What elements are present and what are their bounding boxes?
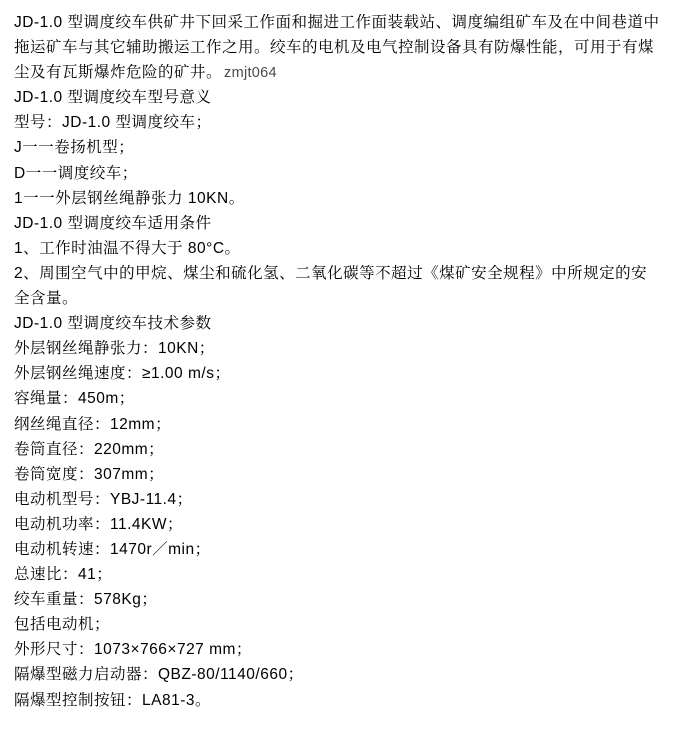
spec-line-rope-capacity: 容绳量：450m； xyxy=(14,390,135,408)
spec-line-control-button: 隔爆型控制按钮：LA81-3。 xyxy=(14,691,211,709)
section-heading-model-meaning: JD-1.0 型调度绞车型号意义 xyxy=(14,89,212,107)
spec-line-overall-dimensions: 外形尺寸：1073×766×727 mm； xyxy=(14,641,252,659)
spec-line-including-motor: 包括电动机； xyxy=(14,616,111,634)
spec-line-rope-static-tension: 外层钢丝绳静张力：10KN； xyxy=(14,340,215,358)
spec-line-drum-diameter: 卷筒直径：220mm； xyxy=(14,440,165,458)
spec-line-winch-weight: 绞车重量：578Kg； xyxy=(14,591,158,609)
section-heading-applicable-conditions: JD-1.0 型调度绞车适用条件 xyxy=(14,214,212,232)
spec-line-motor-power: 电动机功率：11.4KW； xyxy=(14,515,183,533)
model-meaning-line: 1一一外层钢丝绳静张力 10KN。 xyxy=(14,189,245,207)
section-heading-technical-parameters: JD-1.0 型调度绞车技术参数 xyxy=(14,315,212,333)
spec-line-motor-model: 电动机型号：YBJ-11.4； xyxy=(14,490,193,508)
condition-line: 1、工作时油温不得大于 80°C。 xyxy=(14,239,241,257)
spec-line-rope-diameter: 纲丝绳直径：12mm； xyxy=(14,415,172,433)
model-meaning-line: J一一卷扬机型； xyxy=(14,139,135,157)
spec-line-rope-speed: 外层钢丝绳速度：≥1.00 m/s； xyxy=(14,365,231,383)
condition-line: 2、周围空气中的甲烷、煤尘和硫化氢、二氧化碳等不超过《煤矿安全规程》中所规定的安 xyxy=(14,264,648,282)
intro-line-3 xyxy=(14,60,688,85)
intro-line-3-text: 尘及有瓦斯爆炸危险的矿井。 xyxy=(14,64,223,82)
spec-line-drum-width: 卷筒宽度：307mm； xyxy=(14,465,165,483)
watermark-code: zmjt064 xyxy=(224,65,277,82)
model-meaning-line: 型号：JD-1.0 型调度绞车； xyxy=(14,114,212,132)
spec-line-total-ratio: 总速比：41； xyxy=(14,566,113,584)
spec-line-motor-speed: 电动机转速：1470r／min； xyxy=(14,540,211,558)
intro-line-1: JD-1.0 型调度绞车供矿井下回采工作面和掘进工作面装载站、调度编组矿车及在中间巷道中 xyxy=(14,14,660,31)
spec-line-magnetic-starter: 隔爆型磁力启动器：QBZ-80/1140/660； xyxy=(14,666,304,684)
condition-line: 全含量。 xyxy=(14,290,79,308)
intro-line-2: 拖运矿车与其它辅助搬运工作之用。绞车的电机及电气控制设备具有防爆性能，可用于有煤 xyxy=(14,39,655,57)
model-meaning-line: D一一调度绞车； xyxy=(14,164,138,182)
